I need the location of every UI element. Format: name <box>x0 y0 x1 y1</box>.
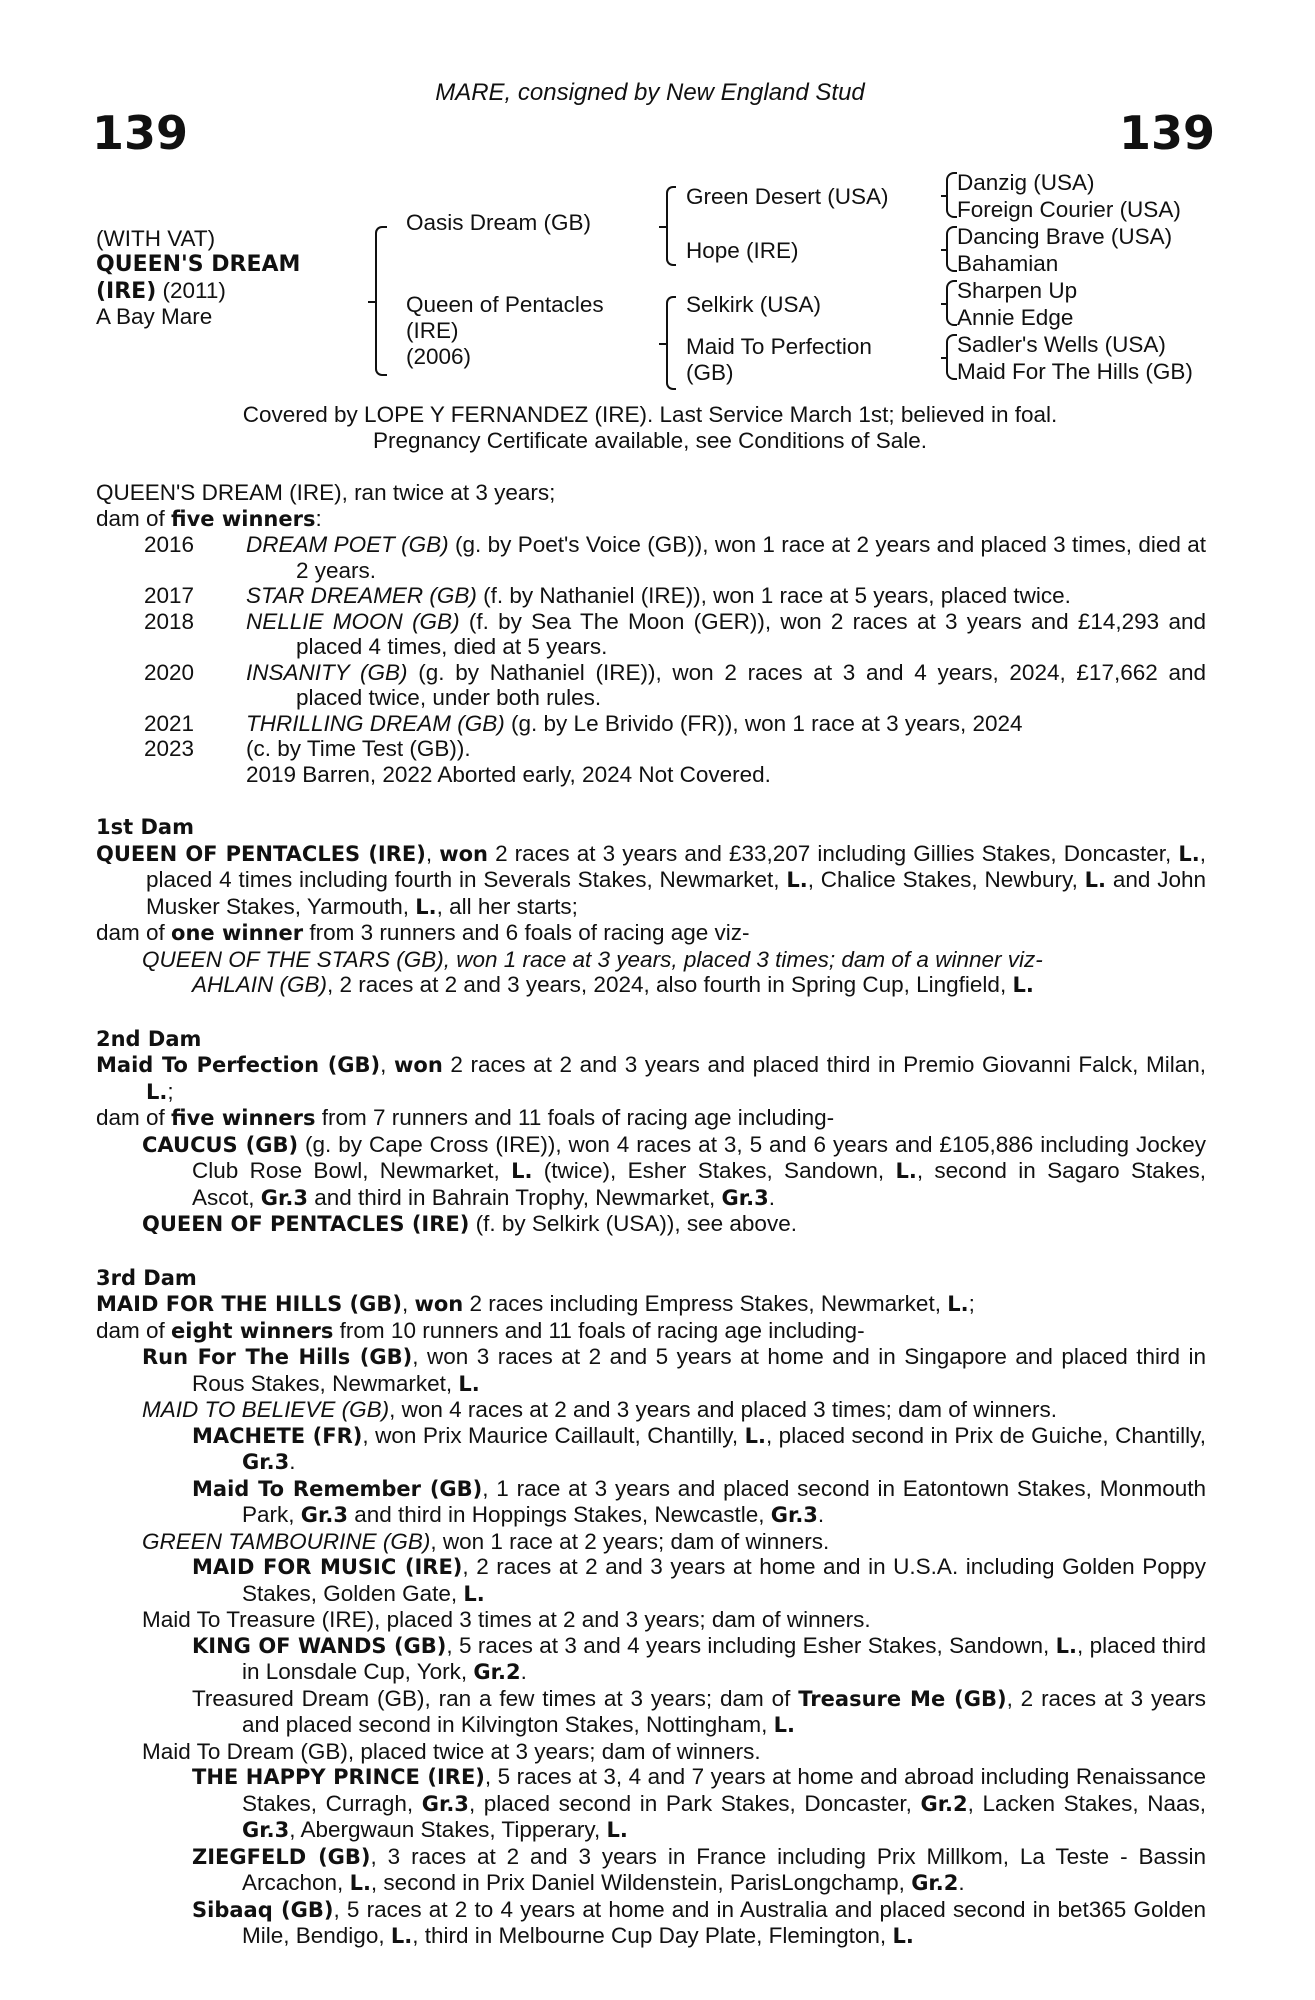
record-year: 2017 <box>144 583 195 608</box>
race-grade: L. <box>146 1079 168 1104</box>
race-grade: L. <box>606 1818 628 1842</box>
offspring-name: NELLIE MOON (GB) <box>246 608 460 634</box>
record-details: (g. by Le Brivido (FR)), won 1 race at 3 years, 2024 <box>504 710 1023 736</box>
offspring-name: STAR DREAMER (GB) <box>246 583 477 608</box>
offspring-name: GREEN TAMBOURINE (GB) <box>142 1528 431 1554</box>
text-run: 2 races including Empress Stakes, Newmarket, <box>463 1291 948 1316</box>
great-grandparent: Sharpen Up <box>957 278 1078 303</box>
text-run: , placed 4 times including fourth in Severals Stakes, Newmarket, <box>146 840 1206 892</box>
record-details: (f. by Sea The Moon (GER)), won 2 races at 3 years and £14,293 and placed 4 times, died at 5 years. <box>296 608 1206 659</box>
race-grade: L. <box>349 1871 371 1895</box>
text-run: , second in Sagaro Stakes, Ascot, <box>192 1158 1206 1210</box>
produce-record <box>96 532 1206 583</box>
dam3-record <box>96 1291 1206 1318</box>
offspring-name: CAUCUS (GB) <box>142 1132 299 1157</box>
great-grandparent: Dancing Brave (USA) <box>957 224 1173 249</box>
race-grade: L. <box>415 894 437 919</box>
record-details: (c. by Time Test (GB)). <box>246 736 471 761</box>
race-grade: Gr.2 <box>920 1791 968 1816</box>
lot-number-right: 139 <box>1118 106 1215 160</box>
ggs-brace-3 <box>946 280 957 326</box>
great-grandparent: Danzig (USA) <box>957 170 1095 195</box>
text-run: , 2 races at 2 and 3 years, 2024, also fourth in Spring Cup, Lingfield, <box>327 972 1013 997</box>
text-run: , won 4 races at 2 and 3 years and placed 3 times; dam of winners. <box>389 1397 1057 1422</box>
race-grade: Gr.3 <box>300 1503 348 1527</box>
text-run: Maid To Dream (GB), placed twice at 3 years; dam of winners. <box>142 1738 761 1764</box>
dam2-dam-of <box>96 1105 1206 1132</box>
offspring-name: MACHETE (FR) <box>192 1423 363 1448</box>
dam3-grand-offspring <box>96 1764 1206 1844</box>
text-run: , 1 race at 3 years and placed second in Eatontown Stakes, Monmouth Park, <box>242 1475 1206 1527</box>
sire-dam: Hope (IRE) <box>686 238 799 263</box>
text-run: , 5 races at 3 and 4 years including Esher Stakes, Sandown, <box>446 1632 1056 1658</box>
race-grade: L. <box>892 1924 914 1948</box>
dam3-offspring <box>96 1529 1206 1555</box>
race-grade: L. <box>773 1713 795 1737</box>
text-run: (g. by Cape Cross (IRE)), won 4 races at 3, 5 and 6 years and £105,886 including Jockey Club Rose Bowl, Newmarket, <box>192 1131 1206 1183</box>
dam-name: QUEEN OF PENTACLES (IRE) <box>96 841 426 866</box>
horse-origin-year <box>96 278 226 305</box>
race-grade: L. <box>390 1924 413 1948</box>
text-run: from 3 runners and 6 foals of racing age viz- <box>303 920 750 945</box>
dam1-offspring <box>96 947 1206 973</box>
race-grade: Gr.3 <box>421 1791 469 1816</box>
race-grade: Gr.3 <box>770 1503 818 1527</box>
section-heading-2nd-dam: 2nd Dam <box>96 1026 202 1051</box>
text-run: , won 1 race at 3 years, placed 3 times; dam of a winner viz- <box>443 946 1043 972</box>
text-run: , placed second in Prix de Guiche, Chantilly, <box>765 1422 1206 1448</box>
dam3-grand-offspring <box>96 1844 1206 1897</box>
text-run: , 5 races at 2 to 4 years at home and in Australia and placed second in bet365 Golden Mile, Bendigo, <box>242 1896 1207 1948</box>
text-run: 2 races at 2 and 3 years and placed third in Premio Giovanni Falck, Milan, <box>442 1052 1206 1077</box>
record-year: 2018 <box>144 608 195 634</box>
record-details: (f. by Nathaniel (IRE)), won 1 race at 5 years, placed twice. <box>476 583 1071 608</box>
race-grade: L. <box>1084 868 1107 892</box>
race-grade: Gr.2 <box>473 1660 521 1684</box>
produce-record <box>96 609 1206 660</box>
offspring-name: Maid To Remember (GB) <box>192 1476 483 1501</box>
offspring-name: ZIEGFELD (GB) <box>192 1844 371 1869</box>
offspring-name: Run For The Hills (GB) <box>142 1345 413 1369</box>
text-run: Maid To Treasure (IRE), placed 3 times at 2 and 3 years; dam of winners. <box>142 1607 871 1632</box>
offspring-name: Treasure Me (GB) <box>798 1686 1007 1711</box>
dam-name: MAID FOR THE HILLS (GB) <box>96 1292 402 1316</box>
great-grandparent: Foreign Courier (USA) <box>957 197 1181 222</box>
sire: Oasis Dream (GB) <box>406 210 592 235</box>
dam-dam-line2: (GB) <box>686 360 734 385</box>
covering-line-1: Covered by LOPE Y FERNANDEZ (IRE). Last Service March 1st; believed in foal. <box>242 402 1058 427</box>
record-year: 2020 <box>144 659 195 685</box>
offspring-name: Sibaaq (GB) <box>192 1897 334 1922</box>
text-run: dam of <box>96 920 172 945</box>
race-grade: L. <box>463 1581 485 1606</box>
won-label: won <box>394 1053 443 1077</box>
text-run: ; <box>968 1291 975 1316</box>
race-grade: Gr.3 <box>242 1818 290 1842</box>
dam1-grand-offspring <box>96 972 1206 999</box>
offspring-name: THRILLING DREAM (GB) <box>246 710 505 736</box>
text-run: dam of <box>96 1105 172 1130</box>
text-run: dam of <box>96 1317 172 1343</box>
produce-record <box>96 762 1206 788</box>
race-grade: L. <box>1178 841 1200 866</box>
dam-name: Maid To Perfection (GB) <box>96 1053 381 1077</box>
text-run: , <box>425 840 440 866</box>
dam-name: Queen of Pentacles <box>406 292 604 317</box>
dam1-record <box>96 841 1206 921</box>
dam3-grand-offspring <box>96 1633 1206 1686</box>
text-run: (twice), Esher Stakes, Sandown, <box>532 1158 896 1183</box>
covering-line-2: Pregnancy Certificate available, see Conditions of Sale. <box>372 428 928 453</box>
vat-note: (WITH VAT) <box>96 226 216 251</box>
text-run: , 2 races at 3 years and placed second in Kilvington Stakes, Nottingham, <box>242 1685 1206 1737</box>
text-run: , third in Melbourne Cup Day Plate, Flemington, <box>412 1923 893 1948</box>
produce-record <box>96 660 1206 711</box>
text-run: ; <box>167 1078 174 1104</box>
race-grade: L. <box>1055 1633 1077 1658</box>
text-run: , 3 races at 2 and 3 years in France including Prix Millkom, La Teste - Bassin Arcachon, <box>242 1843 1206 1895</box>
horse-year: (2011) <box>156 278 226 303</box>
record-year: 2016 <box>144 532 195 557</box>
race-grade: Gr.3 <box>242 1450 290 1474</box>
text-run: , won Prix Maurice Caillault, Chantilly, <box>362 1422 745 1448</box>
text-run: . <box>958 1870 965 1895</box>
text-run: , Chalice Stakes, Newbury, <box>807 867 1085 892</box>
text-run: , won 3 races at 2 and 5 years at home and in Singapore and placed third in Rous Stakes, Newmarket, <box>192 1344 1206 1396</box>
dam-year: (2006) <box>406 344 472 369</box>
dam-brace <box>666 296 676 390</box>
text-run: , <box>380 1052 394 1077</box>
produce-record <box>96 583 1206 609</box>
record-year: 2021 <box>144 710 195 736</box>
race-grade: L. <box>786 868 808 892</box>
horse-name: QUEEN'S DREAM <box>96 252 301 277</box>
offspring-name: AHLAIN (GB) <box>192 972 328 997</box>
winners-count: one winner <box>171 921 304 945</box>
dam3-offspring <box>96 1739 1206 1765</box>
ggs-brace-1 <box>946 172 957 218</box>
section-heading-1st-dam: 1st Dam <box>96 815 194 839</box>
text-run: , all her starts; <box>436 893 578 919</box>
text-run: , placed second in Park Stakes, Doncaster, <box>468 1790 921 1816</box>
catalogue-text <box>96 480 1206 1950</box>
winners-count: five winners <box>171 1106 316 1130</box>
record-year <box>96 762 246 788</box>
race-grade: L. <box>1012 973 1034 997</box>
produce-record <box>96 736 1206 762</box>
winners-count: eight winners <box>171 1318 334 1343</box>
horse-description: A Bay Mare <box>96 304 213 329</box>
record-year: 2023 <box>144 736 195 761</box>
race-grade: Gr.3 <box>721 1185 769 1210</box>
great-grandparent: Annie Edge <box>957 305 1074 330</box>
dam-sire: Selkirk (USA) <box>686 292 822 317</box>
offspring-name: INSANITY (GB) <box>246 659 408 685</box>
winners-count: five winners <box>171 506 316 531</box>
offspring-name: MAID FOR MUSIC (IRE) <box>192 1555 463 1579</box>
great-grandparent: Bahamian <box>957 251 1059 276</box>
dam2-offspring <box>96 1211 1206 1238</box>
ggs-brace-4 <box>946 334 957 380</box>
dam3-offspring <box>96 1344 1206 1397</box>
text-run: from 10 runners and 11 foals of racing age including- <box>333 1317 865 1343</box>
offspring-name: MAID TO BELIEVE (GB) <box>142 1397 390 1422</box>
dam3-grand-offspring <box>96 1686 1206 1739</box>
dam3-grand-offspring <box>96 1554 1206 1607</box>
text-run: , won 1 race at 2 years; dam of winners. <box>430 1528 830 1554</box>
great-grandparent: Sadler's Wells (USA) <box>957 332 1166 357</box>
produce-intro: QUEEN'S DREAM (IRE), ran twice at 3 years; <box>96 480 556 505</box>
dam3-grand-offspring <box>96 1423 1206 1476</box>
text-run: , <box>401 1291 415 1316</box>
race-grade: L. <box>947 1292 969 1316</box>
text-run: , Lacken Stakes, Naas, <box>967 1790 1207 1816</box>
dam3-offspring <box>96 1607 1206 1633</box>
lot-number-left: 139 <box>92 106 189 160</box>
dam-dam-line1: Maid To Perfection <box>686 334 872 359</box>
record-details: 2019 Barren, 2022 Aborted early, 2024 Not Covered. <box>246 761 771 787</box>
record-details: (g. by Poet's Voice (GB)), won 1 race at 2 years and placed 3 times, died at 2 years. <box>296 532 1206 583</box>
offspring-name: KING OF WANDS (GB) <box>192 1633 447 1658</box>
ggs-brace-2 <box>946 226 957 272</box>
sire-brace <box>666 186 676 266</box>
text-run: 2 races at 3 years and £33,207 including Gillies Stakes, Doncaster, <box>487 840 1179 866</box>
dam1-dam-of <box>96 920 1206 947</box>
dam3-dam-of <box>96 1318 1206 1345</box>
horse-country: (IRE) <box>96 279 157 304</box>
text-run: and third in Hoppings Stakes, Newcastle, <box>347 1502 771 1527</box>
text-run: , placed third in Lonsdale Cup, York, <box>242 1632 1206 1684</box>
text-run: from 7 runners and 11 foals of racing age including- <box>315 1105 835 1130</box>
offspring-name: THE HAPPY PRINCE (IRE) <box>192 1765 485 1789</box>
text-run: . <box>768 1184 775 1210</box>
text-run: , second in Prix Daniel Wildenstein, ParisLongchamp, <box>370 1870 912 1895</box>
dam3-offspring <box>96 1397 1206 1423</box>
text-run: Treasured Dream (GB), ran a few times at 3 years; dam of <box>192 1685 799 1711</box>
sire-sire: Green Desert (USA) <box>686 184 889 209</box>
won-label: won <box>414 1292 464 1316</box>
text-run: , 2 races at 2 and 3 years at home and in U.S.A. including Golden Poppy Stakes, Golden Gate, <box>242 1554 1206 1606</box>
race-grade: L. <box>511 1159 533 1183</box>
record-details: (g. by Nathaniel (IRE)), won 2 races at 3 and 4 years, 2024, £17,662 and placed twice, under both rules. <box>296 659 1206 710</box>
race-grade: L. <box>744 1423 766 1448</box>
dam3-grand-offspring <box>96 1476 1206 1529</box>
race-grade: Gr.3 <box>260 1185 308 1210</box>
text-run: , Abergwaun Stakes, Tipperary, <box>289 1817 607 1842</box>
text-run: . <box>289 1449 296 1474</box>
offspring-name: QUEEN OF PENTACLES (IRE) <box>142 1212 470 1236</box>
pedigree-brace <box>375 226 387 376</box>
text-run: dam of <box>96 505 172 531</box>
text-run: , 5 races at 3, 4 and 7 years at home and abroad including Renaissance Stakes, Curragh, <box>242 1764 1206 1816</box>
produce-dam-of <box>96 506 1206 533</box>
consignment-line: MARE, consigned by New England Stud <box>435 79 865 106</box>
text-run: and John Musker Stakes, Yarmouth, <box>146 867 1206 919</box>
produce-record <box>96 711 1206 737</box>
section-heading-3rd-dam: 3rd Dam <box>96 1265 197 1290</box>
dam-country: (IRE) <box>406 318 459 343</box>
dam3-grand-offspring <box>96 1897 1206 1950</box>
text-run: (f. by Selkirk (USA)), see above. <box>469 1211 797 1236</box>
won-label: won <box>439 841 488 866</box>
dam2-record <box>96 1052 1206 1105</box>
offspring-name: QUEEN OF THE STARS (GB) <box>142 946 444 972</box>
race-grade: Gr.2 <box>911 1871 959 1895</box>
race-grade: L. <box>895 1159 917 1183</box>
great-grandparent: Maid For The Hills (GB) <box>957 359 1193 384</box>
text-run: : <box>315 505 322 531</box>
race-grade: L. <box>458 1371 480 1396</box>
dam2-offspring <box>96 1132 1206 1212</box>
offspring-name: DREAM POET (GB) <box>246 532 449 557</box>
text-run: and third in Bahrain Trophy, Newmarket, <box>307 1184 722 1210</box>
text-run: . <box>817 1502 825 1527</box>
text-run: . <box>520 1659 527 1684</box>
